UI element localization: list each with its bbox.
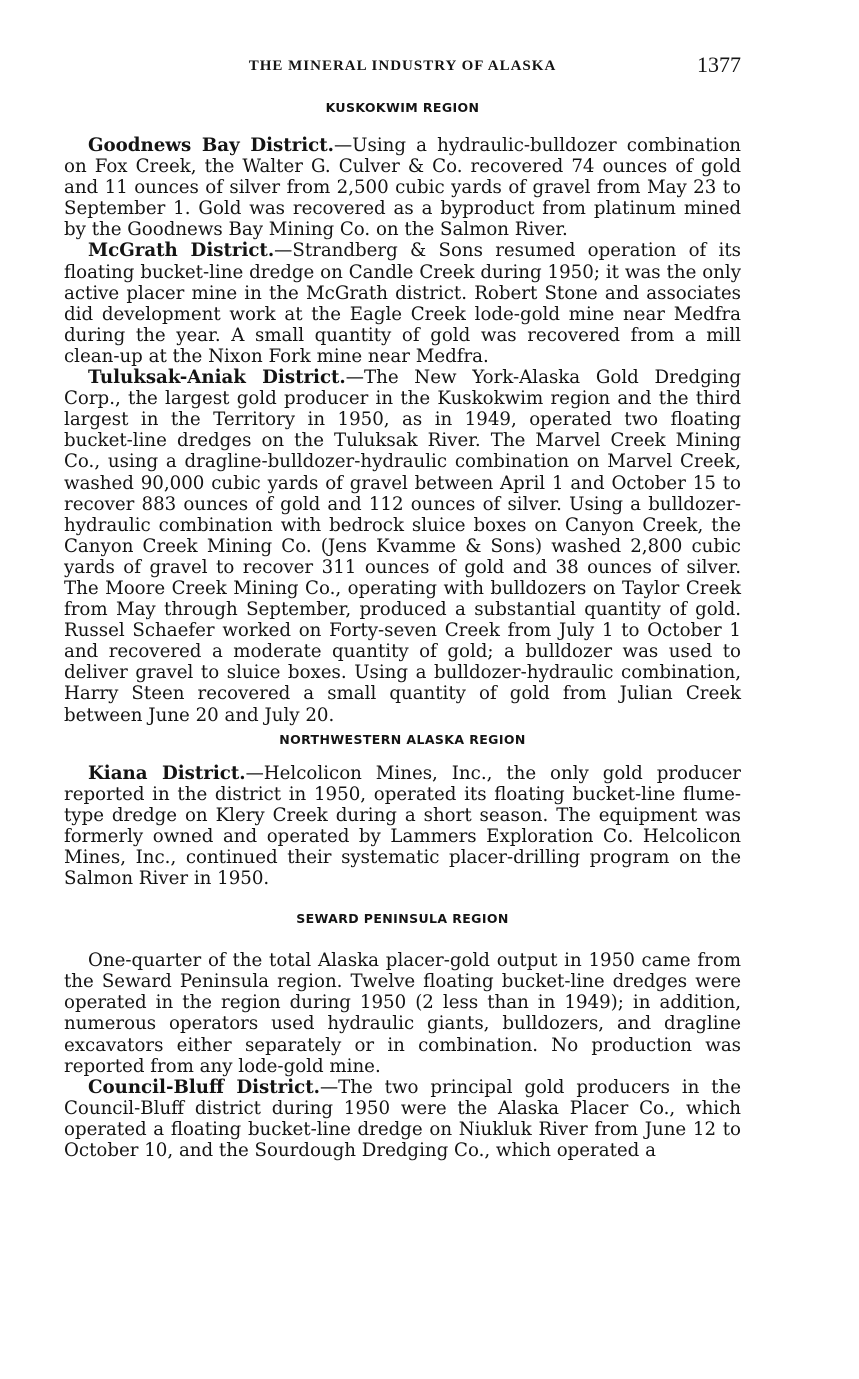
paragraph-mcgrath: [64, 240, 741, 367]
paragraph-text: —Using a hydraulic-bulldozer combination on Fox Creek, the Walter G. Culver & Co. recovered 74 ounces of gold and 11 ounces of silver from 2,500 cubic yards of gravel from May 23 to September 1. Gold was recovered as a byproduct from platinum mined by the Goodnews Bay Mining Co. on the Salmon River.: [64, 135, 741, 241]
page-number: 1377: [697, 52, 741, 77]
paragraph-text: —Strandberg & Sons resumed operation of its floating bucket-line dredge on Candle Creek during 1950; it was the only active placer mine in the McGrath district. Robert Stone and associates did development work at the Eagle Creek lode-gold mine near Medfra during the year. A small quantity of gold was recovered from a mill clean-up at the Nixon Fork mine near Medfra.: [64, 240, 741, 367]
district-lead-tuluksak-aniak: Tuluksak-Aniak District.: [88, 367, 346, 389]
section-heading-kuskokwim: KUSKOKWIM REGION: [325, 100, 480, 115]
running-head: THE MINERAL INDUSTRY OF ALASKA: [248, 58, 557, 74]
paragraph-tuluksak-aniak: [64, 367, 741, 726]
paragraph-text: —The two principal gold producers in the Council-Bluff district during 1950 were the Alaska Placer Co., which operated a floating bucket-line dredge on Niukluk River from June 12 to October 10, and the Sourdough Dredging Co., which operated a: [64, 1076, 742, 1162]
paragraph-seward-intro: [64, 950, 741, 1077]
section-heading-seward: SEWARD PENINSULA REGION: [296, 911, 509, 927]
section-heading-northwestern: NORTHWESTERN ALASKA REGION: [279, 731, 526, 747]
paragraph-kiana: [64, 763, 741, 890]
paragraph-text: —The New York-Alaska Gold Dredging Corp., the largest gold producer in the Kuskokwim region and the third largest in the Territory in 1950, as in 1949, operated two floating bucket-line dredges on the Tuluksak River. The Marvel Creek Mining Co., using a dragline-bulldozer-hydraulic combination on Marvel Creek, washed 90,000 cubic yards of gravel between April 1 and October 15 to recover 883 ounces of gold and 112 ounces of silver. Using a bulldozer-hydraulic combination with bedrock sluice boxes on Canyon Creek, the Canyon Creek Mining Co. (Jens Kvamme & Sons) washed 2,800 cubic yards of gravel to recover 311 ounces of gold and 38 ounces of silver. The Moore Creek Mining Co., operating with bulldozers on Taylor Creek from May through September, produced a substantial quantity of gold. Russel Schaefer worked on Forty-seven Creek from July 1 to October 1 and recovered a moderate quantity of gold; a bulldozer was used to deliver gravel to sluice boxes. Using a bulldozer-hydraulic combination, Harry Steen recovered a small quantity of gold from Julian Creek between June 20 and July 20.: [64, 367, 742, 726]
paragraph-council-bluff: [64, 1077, 741, 1161]
paragraph-goodnews-bay: [64, 135, 741, 240]
district-lead-mcgrath: McGrath District.: [88, 240, 275, 262]
paragraph-text: —Helcolicon Mines, Inc., the only gold producer reported in the district in 1950, operated its floating bucket-line flume-type dredge on Klery Creek during a short season. The equipment was formerly owned and operated by Lammers Exploration Co. Helcolicon Mines, Inc., continued their systematic placer-drilling program on the Salmon River in 1950.: [64, 762, 741, 890]
district-lead-council-bluff: Council-Bluff District.: [88, 1076, 320, 1098]
district-lead-goodnews-bay: Goodnews Bay District.: [88, 135, 334, 156]
paragraph-text: One-quarter of the total Alaska placer-gold output in 1950 came from the Seward Peninsula region. Twelve floating bucket-line dredges were operated in the region during 1950 (2 less than in 1949); in addition, numerous operators used hydraulic giants, bulldozers, and dragline excavators either separately or in combination. No production was reported from any lode-gold mine.: [64, 950, 741, 1077]
page-body: [64, 100, 741, 1161]
district-lead-kiana: Kiana District.: [88, 762, 246, 784]
